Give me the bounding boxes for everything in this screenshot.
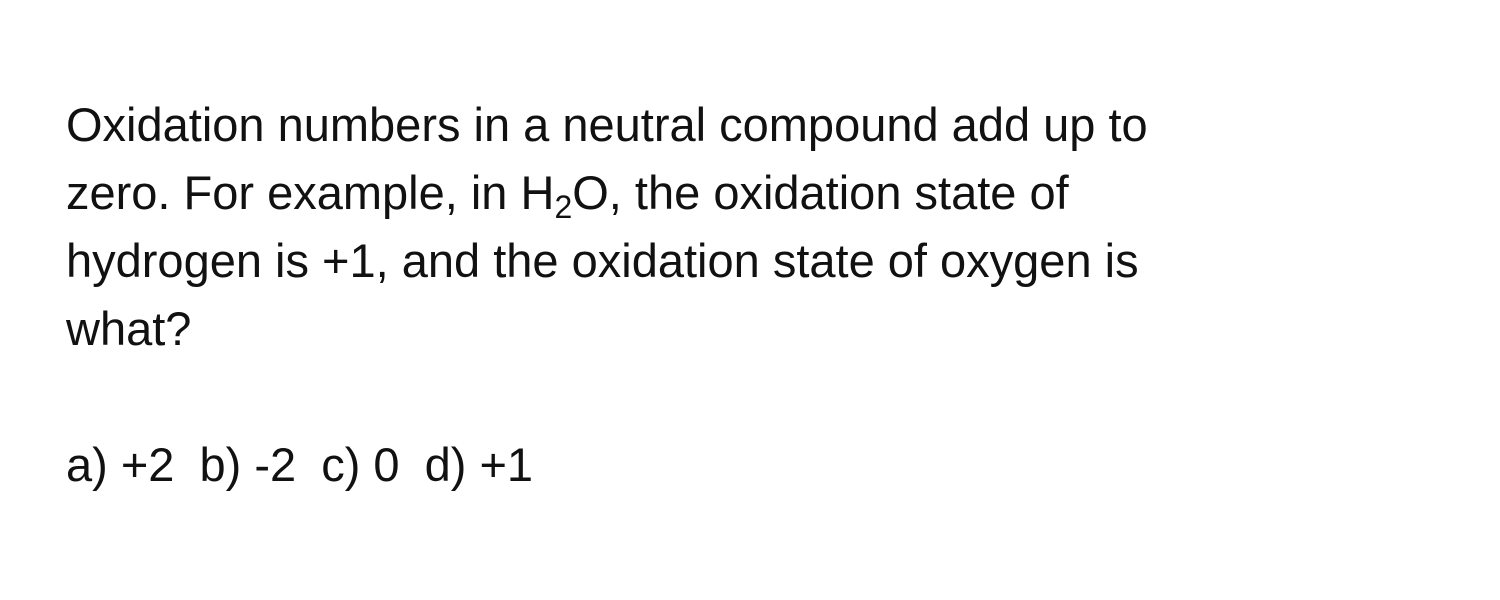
- question-line-1: Oxidation numbers in a neutral compound add up to: [66, 98, 1148, 151]
- question-text: [66, 91, 1446, 363]
- question-line-3: hydrogen is +1, and the oxidation state of oxygen is: [66, 234, 1139, 287]
- question-line-2: [66, 159, 1446, 227]
- option-d: d) +1: [424, 438, 534, 491]
- option-a: a) +2: [66, 438, 175, 491]
- question-line-2-end: O, the oxidation state of: [572, 166, 1069, 219]
- question-line-2-start: zero. For example, in H: [66, 166, 555, 219]
- option-c: c) 0: [321, 438, 400, 491]
- water-subscript: 2: [554, 189, 573, 225]
- question-line-4: what?: [66, 302, 192, 355]
- answer-options: [66, 431, 533, 499]
- option-b: b) -2: [199, 438, 297, 491]
